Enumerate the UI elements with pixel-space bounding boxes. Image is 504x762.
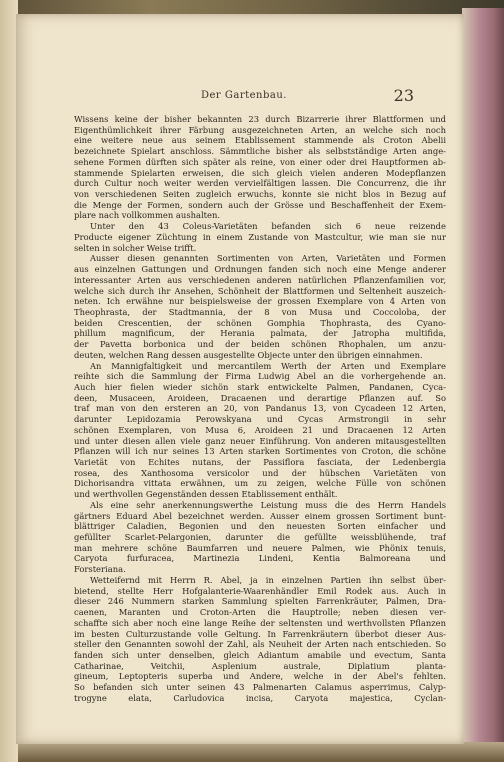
text-line: interessanter Arten aus verschiedenen anderen natürlichen Pflanzenfamilien vor, <box>74 274 446 285</box>
text-line: trogyne elata, Carludovica incisa, Caryota majestica, Cyclan- <box>74 692 446 703</box>
text-line: bietend, stellte Herr Hofgalanterie-Waarenhändler Emil Rodek aus. Auch in <box>74 585 446 596</box>
text-line: Unter den 43 Coleus-Varietäten befanden sich 6 neue reizende <box>90 221 446 232</box>
text-line: gefüllter Scarlet-Pelargonien, darunter die gefüllte weissblühende, traf <box>74 532 446 543</box>
text-line: von verschiedenen Seiten zugleich erwuchs, konnte sie nicht blos in Bezug auf <box>74 189 446 200</box>
text-line: man mehrere schöne Baumfarren und neuere Palmen, wie Phönix tenuis, <box>74 542 446 553</box>
text-line: und werthvollen Gegenständen dessen Etablissement enthält. <box>74 489 338 500</box>
text-line: Theophrasta, der Stadtmannia, der 8 von Musa und Coccoloba, der <box>74 306 446 317</box>
page-number: 23 <box>393 86 414 105</box>
text-line: gärtners Eduard Abel bezeichnet werden. Ausser einem grossen Sortiment bunt- <box>74 510 446 521</box>
text-line: dieser 246 Nummern starken Sammlung spielten Farrenkräuter, Palmen, Dra- <box>74 596 446 607</box>
book-page-edges <box>462 8 504 762</box>
book-page <box>16 14 464 744</box>
text-line: steller den Genannten sowohl der Zahl, als Neuheit der Arten nach entschieden. So <box>74 639 446 650</box>
text-line: Als eine sehr anerkennungswerthe Leistung muss die des Herrn Handels <box>90 499 446 510</box>
text-line: welche sich durch ihr Ansehen, Schönheit der Blattformen und Seltenheit auszeich- <box>74 285 446 296</box>
text-line: Varietät von Echites nutans, der Passiflora fasciata, der Ledenbergia <box>74 457 446 467</box>
text-line: Producte eigener Züchtung in einem Zustande von Mastcultur, wie man sie nur <box>74 231 446 242</box>
text-line: Forsteriana. <box>74 564 126 575</box>
text-line: im besten Culturzustande volle Geltung. In Farrenkräutern überbot dieser Aus- <box>74 628 446 639</box>
text-line: bezeichnete Spielart anschloss. Sämmtliche bisher als selbstständige Arten ange- <box>74 146 446 157</box>
text-line: darunter Lepidozamia Perowskyana und Cycas Armstrongii in sehr <box>74 414 446 425</box>
text-line: neten. Ich erwähne nur beispielsweise der grossen Exemplare von 4 Arten von <box>74 296 446 307</box>
text-line: beiden Crescentien, der schönen Gomphia Thophrasta, des Cyano- <box>74 317 446 328</box>
text-line: Auch hier fielen wieder sichön stark entwickelte Palmen, Pandanen, Cyca- <box>74 381 446 392</box>
text-line: Wissens keine der bisher bekannten 23 durch Bizarrerie ihrer Blattformen und <box>74 114 446 124</box>
text-line: deen, Musaceen, Aroideen, Dracaenen und derartige Pflanzen auf. So <box>74 392 446 403</box>
text-line: Ausser diesen genannten Sortimenten von Arten, Varietäten und Formen <box>90 253 446 264</box>
text-line: der Pavetta borbonica und der beiden schönen Rhophalen, um anzu- <box>74 339 446 350</box>
text-line: Dichorisandra vittata erwähnen, um zu zeigen, welche Fülle von schönen <box>74 478 446 489</box>
text-line: phillum magnificum, der Herania palmata, der Jatropha multifida, <box>74 328 446 339</box>
text-line: rosea, des Xanthosoma versicolor und der hübschen Varietäten von <box>74 467 446 478</box>
text-line: die Menge der Formen, sondern auch der Grösse und Beschaffenheit der Exem- <box>74 199 446 210</box>
body-text <box>74 114 446 704</box>
text-line: und unter diesen allen viele ganz neuer Einführung. Von anderen mitausgestellten <box>74 435 446 446</box>
text-line: Pflanzen will ich nur seines 13 Arten starken Sortimentes von Croton, die schöne <box>74 446 446 457</box>
text-line: selten in solcher Weise trifft. <box>74 242 197 253</box>
text-line: durch Cultur noch weiter werden vervielfältigen lassen. Die Concurrenz, die ihr <box>74 178 446 189</box>
text-line: Catharinae, Veitchii, Asplenium australe, Diplatium planta- <box>74 660 446 671</box>
text-line: aus einzelnen Gattungen und Ordnungen fanden sich noch eine Menge anderer <box>74 264 446 275</box>
text-line: So befanden sich unter seinen 43 Palmenarten Calamus asperrimus, Calyp- <box>74 682 446 693</box>
text-line: schaffte sich aber noch eine lange Reihe der seltensten und werthvollsten Pflanzen <box>74 617 446 628</box>
text-line: Caryota furfuracea, Martinezia Lindeni, Kentia Balmoreana und <box>74 553 446 564</box>
text-line: gineum, Leptopteris superba und Andere, welche in der Abel's fehlten. <box>74 671 446 682</box>
text-line: blättriger Caladien, Begonien und den neuesten Sorten einfacher und <box>74 521 446 532</box>
text-line: reihte sich die Sammlung der Firma Ludwig Abel an die vorhergehende an. <box>74 371 446 382</box>
running-title: Der Gartenbau. <box>201 90 287 101</box>
book-cover-bottom <box>0 742 504 762</box>
text-line: traf man von den ersteren an 20, von Pandanus 13, von Cycadeen 12 Arten, <box>74 403 446 414</box>
text-line: eine weitere neue aus seinem Etablissement stammende als Croton Abelii <box>74 135 446 146</box>
text-line: Eigenthümlichkeit ihrer Färbung ausgezeichneten Arten, an welche sich noch <box>74 124 446 135</box>
text-line: An Mannigfaltigkeit und mercantilem Werth der Arten und Exemplare <box>90 360 446 371</box>
text-line: plare nach vollkommen aushalten. <box>74 210 221 221</box>
text-line: stammende Spielarten erweisen, die sich gleich vielen anderen Modepflanzen <box>74 167 446 178</box>
text-line: fanden sich unter denselben, gleich Adiantum amabile und evectum, Santa <box>74 649 446 660</box>
text-line: sehene Formen dürften sich später als reine, von einer oder drei Hauptformen ab- <box>74 156 446 167</box>
text-line: caenen, Maranten und Croton-Arten die Hauptrolle; neben diesen ver- <box>74 607 446 618</box>
text-line: Wetteifernd mit Herrn R. Abel, ja in einzelnen Partien ihn selbst über- <box>90 574 446 585</box>
text-line: schönen Exemplaren, von Musa 6, Aroideen 21 und Dracaenen 12 Arten <box>74 424 446 435</box>
running-header <box>46 86 442 106</box>
text-line: deuten, welchen Rang dessen ausgestellte Objecte unter den übrigen einnahmen. <box>74 349 423 360</box>
